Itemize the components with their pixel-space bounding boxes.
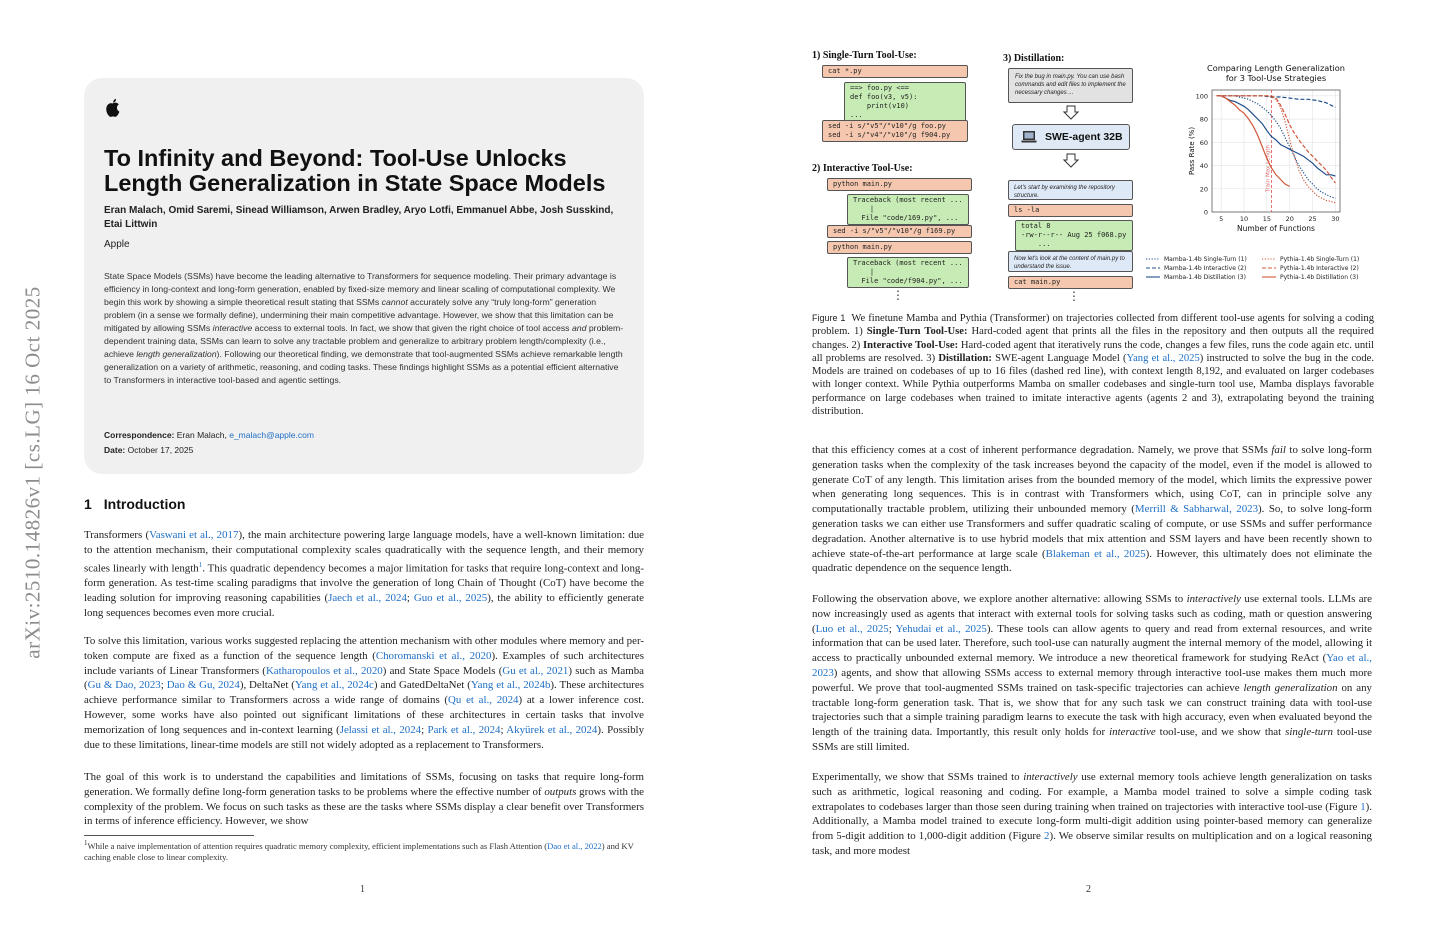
date-label: Date: bbox=[104, 445, 126, 455]
distillation-cmd-1: ls -la bbox=[1008, 204, 1133, 217]
series-line bbox=[1217, 96, 1336, 198]
title-box bbox=[84, 78, 644, 474]
paragraph: Transformers (Vaswani et al., 2017), the main architecture powering large language models, have a well-known limitation: due to the attention mechanism, their computational complexity scales quadratically with the sequence length, and their memory scales linearly with length$^1$. This quadratic dependency becomes a major limitation for tasks that require long-context and long-form generation. As test-time scaling paradigms that involve the generation of long Chain of Thought (CoT) have become the leading solution for improving reasoning capabilities (Jaech et al., 2024; Guo et al., 2025), the ability to efficiently generate long sequences becomes even more crucial. bbox=[84, 529, 644, 619]
interactive-output-1: Traceback (most recent ... | File "code/169.py", ... bbox=[847, 194, 969, 225]
interactive-cmd-1: python main.py bbox=[827, 178, 972, 191]
citation-link[interactable]: Jaech et al., 2024 bbox=[328, 591, 407, 604]
date bbox=[104, 445, 193, 455]
footnote: $^1$While a naive implementation of attention requires quadratic memory complexity, efficient implementations such as Flash Attention (Dao et al., 2022) and KV caching enable close to linear complexity. bbox=[84, 839, 634, 863]
citation-link[interactable]: Yang et al., 2025 bbox=[1126, 352, 1200, 364]
agent-name: SWE-agent 32B bbox=[1045, 131, 1123, 143]
legend-label: Mamba-1.4b Single-Turn (1) bbox=[1164, 256, 1247, 264]
correspondence-email-link[interactable]: e_malach@apple.com bbox=[229, 430, 314, 440]
citation-link[interactable]: Park et al., 2024 bbox=[427, 723, 501, 736]
citation-link[interactable]: Gu et al., 2021 bbox=[502, 664, 569, 677]
paragraph: The goal of this work is to understand the capabilities and limitations of SSMs, focusing on tasks that require long-form generation. We formally define long-form generation tasks to be problems where the effective number of outputs grows with the complexity of the problem. We focus on such tasks as these are the tasks where SSMs display a clear benefit over Transformers in terms of inference efficiency. However, we show bbox=[84, 771, 644, 828]
figure-ref-link[interactable]: 2 bbox=[1043, 830, 1050, 843]
paper-title: To Infinity and Beyond: Tool-Use Unlocks Length Generalization in State Space Models bbox=[104, 145, 606, 196]
distillation-cmd-2: cat main.py bbox=[1008, 276, 1133, 289]
citation-link[interactable]: Katharopoulos et al., 2020 bbox=[265, 664, 383, 677]
citation-link[interactable]: Gu & Dao, 2023 bbox=[87, 679, 161, 692]
interactive-output-2: Traceback (most recent ... | File "code/f904.py", ... bbox=[847, 257, 969, 288]
correspondence bbox=[104, 430, 314, 440]
footnote-rule bbox=[84, 835, 254, 836]
distillation-prompt: Fix the bug in main.py. You can use bash commands and edit files to implement the necessary changes ... bbox=[1008, 68, 1133, 103]
train-max-label: Train Max Length bbox=[1265, 144, 1272, 192]
length-generalization-chart bbox=[812, 46, 1374, 306]
y-tick-label: 20 bbox=[1199, 185, 1208, 194]
y-tick-label: 40 bbox=[1199, 162, 1208, 171]
citation-link[interactable]: Akyürek et al., 2024 bbox=[506, 723, 598, 736]
ellipsis: ⋮ bbox=[1068, 289, 1080, 303]
correspondence-label: Correspondence: bbox=[104, 430, 175, 440]
section-heading bbox=[84, 496, 185, 512]
legend-label: Pythia-1.4b Single-Turn (1) bbox=[1280, 256, 1360, 264]
x-tick-label: 20 bbox=[1285, 215, 1294, 223]
section-title: Introduction bbox=[103, 496, 186, 512]
y-tick-label: 60 bbox=[1199, 138, 1208, 147]
figure-caption: Figure 1 We finetune Mamba and Pythia (Transformer) on trajectories collected from different tool-use agents for solving a coding problem. 1) Single-Turn Tool-Use: Hard-coded agent that prints all the files in the repository and then outputs all the required changes. 2) Interactive Tool-Use: Hard-coded agent that iteratively runs the code, changes a few files, runs the code again etc. until all problems are resolved. 3) Distillation: SWE-agent Language Model (Yang et al., 2025) instructed to solve the bug in the code. Models are trained on codebases of up to 16 files (dashed red line), with context length 8,192, and evaluated on larger codebases with longer context. While Pythia outperforms Mamba on smaller codebases and single-turn tool use, Mamba displays favorable performance on large codebases when trained to imitate interactive agents (agents 2 and 3), extrapolating beyond the training distribution. bbox=[812, 313, 1375, 418]
caption-label: Figure 1 bbox=[812, 313, 846, 323]
interactive-cmd-2: sed -i s/"v5"/"v10"/g f169.py bbox=[827, 225, 972, 238]
correspondence-name: Eran Malach, bbox=[176, 430, 227, 440]
citation-link[interactable]: Vaswani et al., 2017 bbox=[149, 529, 239, 541]
page-2 bbox=[728, 0, 1456, 942]
y-tick-label: 100 bbox=[1195, 92, 1208, 101]
distillation-title: 3) Distillation: bbox=[1003, 53, 1065, 64]
single-turn-cmd-1: cat *.py bbox=[822, 65, 968, 78]
arxiv-id[interactable]: arXiv:2510.14826v1 [cs.LG] 16 Oct 2025 bbox=[20, 285, 45, 659]
citation-link[interactable]: Guo et al., 2025 bbox=[413, 591, 488, 604]
citation-link[interactable]: Yang et al., 2024b bbox=[470, 679, 551, 692]
abstract: State Space Models (SSMs) have become the leading alternative to Transformers for sequence modeling. Their primary advantage is efficiency in long-context and long-form generation, enabled by fixed-size memory and linear scaling of computational complexity. We begin this work by showing a simple theoretical result stating that SSMs cannot accurately solve any “truly long-form” generation problem (in a sense we formally define), undermining their main competitive advantage. However, we show that this limitation can be mitigated by allowing SSMs interactive access to external tools. In fact, we show that given the right choice of tool access and problem-dependent training data, SSMs can learn to solve any tractable problem and generalize to arbitrary problem length/complexity (i.e., achieve length generalization). Following our theoretical finding, we demonstrate that tool-augmented SSMs achieve remarkable length generalization on a variety of arithmetic, reasoning, and coding tasks. These findings highlight SSMs as a potential efficient alternative to Transformers in interactive tool-based and agentic settings. bbox=[104, 271, 624, 386]
distillation-output: total 8 -rw-r--r-- Aug 25 f068.py ... bbox=[1015, 220, 1133, 251]
series-line bbox=[1217, 96, 1336, 176]
chart-title: Comparing Length Generalization bbox=[1207, 63, 1345, 73]
single-turn-cmd-2: sed -i s/"v5"/"v10"/g foo.py sed -i s/"v4"/"v10"/g f904.py bbox=[822, 120, 968, 142]
authors: Eran Malach, Omid Saremi, Sinead Williamson, Arwen Bradley, Aryo Lotfi, Emmanuel Abbe, Josh Susskind, Etai Littwin bbox=[104, 205, 614, 230]
legend-label: Pythia-1.4b Interactive (2) bbox=[1280, 265, 1359, 273]
citation-link[interactable]: Blakeman et al., 2025 bbox=[1045, 547, 1146, 560]
plot-frame bbox=[1212, 90, 1340, 212]
x-tick-label: 15 bbox=[1262, 215, 1271, 223]
x-axis-label: Number of Functions bbox=[1237, 224, 1315, 233]
citation-link[interactable]: Yang et al., 2024c bbox=[294, 679, 374, 692]
interactive-cmd-3: python main.py bbox=[827, 241, 972, 254]
citation-link[interactable]: Luo et al., 2025 bbox=[815, 622, 889, 635]
citation-link[interactable]: Jelassi et al., 2024 bbox=[339, 723, 422, 736]
x-tick-label: 30 bbox=[1331, 215, 1340, 223]
x-tick-label: 25 bbox=[1308, 215, 1317, 223]
figure-ref-link[interactable]: 1 bbox=[1360, 800, 1366, 813]
x-tick-label: 10 bbox=[1239, 215, 1249, 223]
paragraph: Experimentally, we show that SSMs trained to interactively use external memory tools achieve length generalization on tasks such as arithmetic, logical reasoning and coding. For example, a Mamba model trained to solve a simple coding task extrapolates to codebases larger than those seen during training when trained on trajectories with interactive tool-use (Figure 1). Additionally, a Mamba model trained to execute long-form multi-digit addition using pointer-based memory can generalize from 5-digit addition to 1,000-digit addition (Figure 2). We observe similar results on multiplication and on a logical reasoning task, and more modest bbox=[812, 771, 1372, 857]
citation-link[interactable]: Dao et al., 2022 bbox=[547, 840, 602, 851]
citation-link[interactable]: Qu et al., 2024 bbox=[448, 694, 519, 707]
x-tick-label: 5 bbox=[1219, 215, 1224, 223]
y-axis-label: Pass Rate (%) bbox=[1188, 126, 1196, 176]
figure-1 bbox=[812, 46, 1374, 306]
paragraph: Following the observation above, we explore another alternative: allowing SSMs to interactively use external tools. LLMs are now increasingly used as agents that interact with external tools for solving tasks such as coding, math or question answering (Luo et al., 2025; Yehudai et al., 2025). These tools can allow agents to query and read from external resources, and write information that can be used later. Therefore, such tool-use can naturally augment the internal memory of the model, allowing it access to practically unbounded external memory. We introduce a new theoretical framework for studying ReAct (Yao et al., 2023) agents, and show that allowing SSMs access to external memory through interactive tool-use makes them much more powerful. We prove that tool-augmented SSMs trained on task-specific trajectories can achieve length generalization on any tractable long-form generation task. That is, we show that for any such task we can construct training data with tool-use trajectories such that a simple training paradigm learns to execute the task with high accuracy, even when evaluated beyond the length of the training data. Importantly, this result only holds for interactive tool-use, and we show that single-turn tool-use SSMs are still limited. bbox=[812, 593, 1373, 753]
page-number: 1 bbox=[360, 884, 365, 895]
distillation-instruction-1: Let's start by examining the repository structure. bbox=[1008, 180, 1133, 200]
y-tick-label: 80 bbox=[1199, 115, 1208, 124]
series-line bbox=[1217, 96, 1290, 187]
citation-link[interactable]: Merrill & Sabharwal, 2023 bbox=[1134, 503, 1259, 516]
legend-label: Mamba-1.4b Interactive (2) bbox=[1164, 265, 1247, 273]
legend-label: Pythia-1.4b Distillation (3) bbox=[1280, 274, 1359, 282]
y-tick-label: 0 bbox=[1203, 208, 1208, 217]
affiliation: Apple bbox=[104, 239, 130, 250]
citation-link[interactable]: Dao & Gu, 2024 bbox=[166, 679, 240, 692]
series-line bbox=[1217, 96, 1336, 203]
citation-link[interactable]: Choromanski et al., 2020 bbox=[375, 649, 492, 662]
distillation-instruction-2: Now let's look at the content of main.py to understand the issue. bbox=[1008, 251, 1133, 272]
apple-logo-icon bbox=[104, 98, 122, 118]
footnote-ref[interactable]: 1 bbox=[198, 560, 203, 569]
single-turn-title: 1) Single-Turn Tool-Use: bbox=[812, 50, 917, 61]
single-turn-output: ==> foo.py <== def foo(v3, v5): print(v10) ... bbox=[844, 82, 966, 122]
section-number: 1 bbox=[84, 496, 92, 512]
ellipsis: ⋮ bbox=[892, 288, 904, 302]
date-value: October 17, 2025 bbox=[127, 445, 194, 455]
page-number: 2 bbox=[1086, 884, 1091, 895]
paragraph: that this efficiency comes at a cost of inherent performance degradation. Namely, we prove that SSMs fail to solve long-form generation tasks when the complexity of the task increases beyond the capacity of the model, even if the model is allowed to generate CoT of any length. This limitation arises from the bounded memory of the model, which limits the expressive power when generating long sequences. This is in contrast with Transformers which, using CoT, can in principle solve any computationally tractable problem, utilizing their unbounded memory (Merrill & Sabharwal, 2023). So, to solve long-form generation tasks we can either use Transformers and suffer quadratic scaling of compute, or use SSMs and suffer performance degradation. Another alternative is to use hybrid models that mix attention and SSM layers and have been recently shown to achieve state-of-the-art performance at large scale (Blakeman et al., 2025). However, this ultimately does not eliminate the quadratic dependence on the sequence length. bbox=[812, 444, 1372, 575]
chart-title: for 3 Tool-Use Strategies bbox=[1225, 73, 1327, 83]
arxiv-stamp bbox=[20, 262, 46, 682]
legend-label: Mamba-1.4b Distillation (3) bbox=[1164, 274, 1246, 282]
paragraph: To solve this limitation, various works suggested replacing the attention mechanism with other modules where memory and per-token compute are fixed as a function of the sequence length (Choromanski et al., 2020). Examples of such architectures include variants of Linear Transformers (Katharopoulos et al., 2020) and State Space Models (Gu et al., 2021) such as Mamba (Gu & Dao, 2023; Dao & Gu, 2024), DeltaNet (Yang et al., 2024c) and GatedDeltaNet (Yang et al., 2024b). These architectures achieve performance similar to Transformers across a wide range of domains (Qu et al., 2024) at a lower inference cost. However, some works have also pointed out significant limitations of these architectures in certain tasks that involve memorization of long sequences and in-context learning (Jelassi et al., 2024; Park et al., 2024; Akyürek et al., 2024). Possibly due to these limitations, linear-time models are still not widely adopted as a replacement to Transformers. bbox=[84, 635, 645, 751]
interactive-title: 2) Interactive Tool-Use: bbox=[812, 163, 913, 174]
citation-link[interactable]: Yehudai et al., 2025 bbox=[895, 622, 987, 635]
citation-link[interactable]: Yao et al., 2023 bbox=[812, 652, 1372, 679]
